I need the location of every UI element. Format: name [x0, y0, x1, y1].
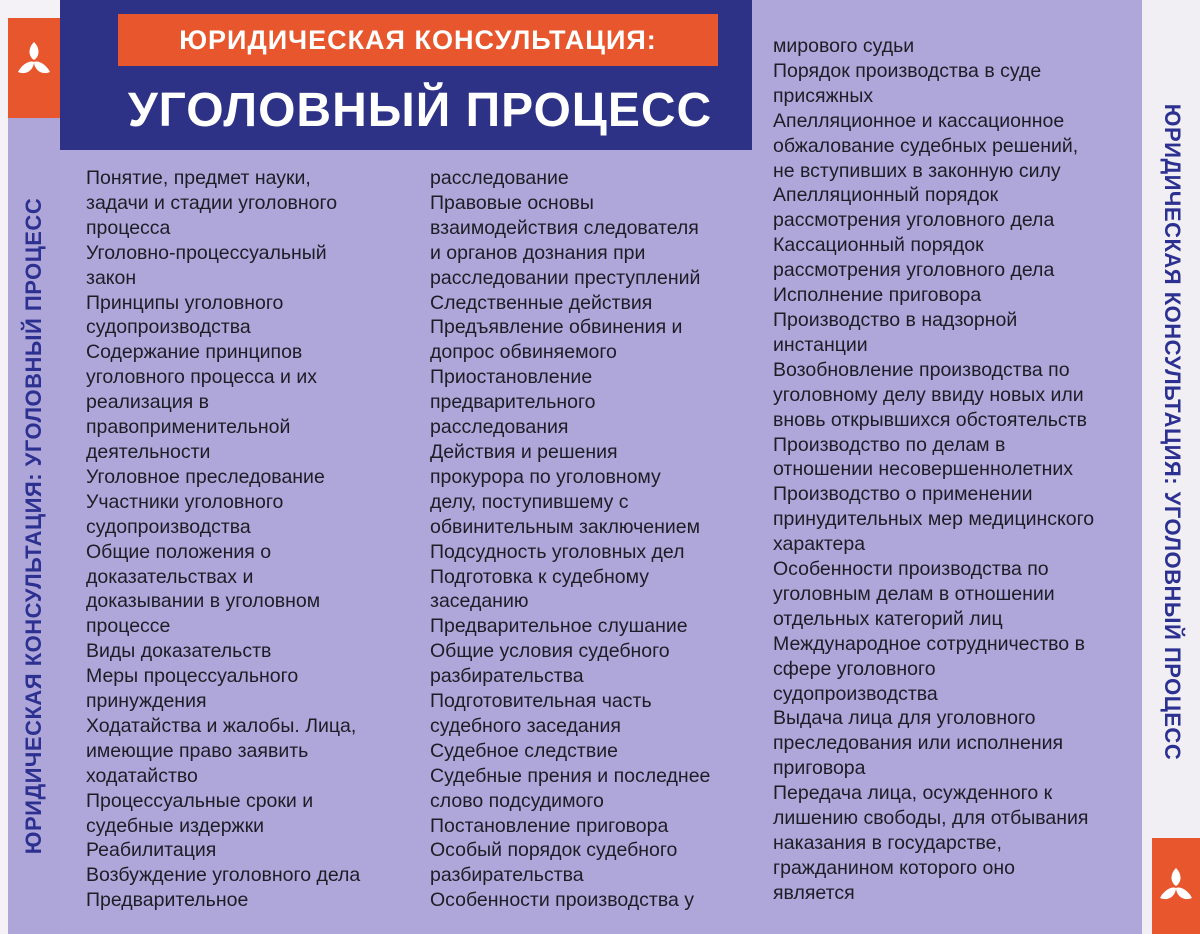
contents-line: инстанции	[773, 333, 868, 356]
contents-line: Принципы уголовного	[86, 291, 284, 314]
contents-line: Следственные действия	[430, 291, 653, 314]
contents-line: заседанию	[430, 590, 529, 613]
left-spine-title: ЮРИДИЧЕСКАЯ КОНСУЛЬТАЦИЯ: УГОЛОВНЫЙ ПРОЦЕСС	[21, 197, 46, 855]
contents-line: Возобновление производства по	[773, 358, 1070, 381]
contents-line: характера	[773, 533, 866, 556]
contents-line: Действия и решения	[430, 440, 618, 463]
contents-line: Реабилитация	[86, 839, 217, 862]
contents-line: Судебные прения и последнее	[430, 764, 711, 787]
page-title: УГОЛОВНЫЙ ПРОЦЕСС	[127, 84, 713, 137]
contents-line: реализация в	[86, 391, 209, 414]
contents-line: правоприменительной	[86, 416, 291, 439]
contents-line: рассмотрения уголовного дела	[773, 209, 1055, 232]
contents-line: отношении несовершеннолетних	[773, 458, 1074, 481]
contents-line: уголовному делу ввиду новых или	[773, 383, 1084, 406]
contents-line: деятельности	[86, 440, 211, 463]
contents-line: Апелляционный порядок	[773, 184, 999, 207]
contents-line: Производство по делам в	[773, 433, 1006, 456]
contents-line: сфере уголовного	[773, 657, 936, 680]
contents-line: обжалование судебных решений,	[773, 134, 1079, 157]
contents-line: задачи и стадии уголовного	[86, 191, 338, 214]
contents-line: судебные издержки	[86, 814, 265, 837]
contents-line: лишению свободы, для отбывания	[773, 807, 1089, 830]
contents-line: разбирательства	[430, 864, 584, 887]
contents-line: отдельных категорий лиц	[773, 607, 1003, 630]
contents-line: вновь открывшихся обстоятельств	[773, 408, 1087, 431]
contents-line: наказания в государстве,	[773, 832, 1002, 854]
contents-line: Порядок производства в суде	[773, 59, 1042, 82]
contents-line: Общие условия судебного	[430, 640, 670, 663]
contents-line: прокурора по уголовному	[430, 465, 661, 488]
contents-line: Особый порядок судебного	[430, 839, 678, 862]
contents-line: Апелляционное и кассационное	[773, 109, 1065, 132]
contents-line: Участники уголовного	[86, 490, 284, 513]
contents-column-2	[430, 166, 710, 913]
contents-line: Исполнение приговора	[773, 284, 982, 307]
contents-line: уголовного процесса и их	[86, 366, 317, 389]
contents-line: Подготовка к судебному	[430, 565, 650, 588]
trefoil-logo-icon	[16, 40, 52, 80]
contents-line: закон	[86, 266, 137, 289]
trefoil-logo-icon	[1158, 866, 1194, 906]
contents-line: Общие положения о	[86, 540, 272, 563]
contents-line: Предъявление обвинения и	[430, 316, 683, 339]
contents-line: судопроизводства	[86, 316, 251, 339]
contents-line: Особенности производства по	[773, 558, 1049, 581]
contents-line: Уголовное преследование	[86, 465, 325, 488]
contents-line: Приостановление	[430, 366, 593, 389]
contents-line: процесса	[86, 216, 171, 239]
contents-line: Предварительное	[86, 889, 249, 912]
contents-line: Меры процессуального	[86, 665, 299, 688]
contents-line: Понятие, предмет науки,	[86, 167, 311, 189]
contents-line: разбирательства	[430, 665, 584, 688]
contents-line: слово подсудимого	[430, 789, 604, 812]
contents-line: Передача лица, осужденного к	[773, 782, 1053, 805]
contents-column-1	[86, 166, 360, 913]
contents-line: мирового судьи	[773, 35, 915, 57]
contents-line: принуждения	[86, 690, 207, 713]
contents-line: взаимодействия следователя	[430, 216, 699, 239]
contents-line: Постановление приговора	[430, 814, 669, 837]
contents-line: Кассационный порядок	[773, 234, 984, 257]
contents-line: преследования или исполнения	[773, 732, 1064, 755]
contents-line: расследование	[430, 167, 569, 189]
contents-line: гражданином которого оно	[773, 856, 1015, 879]
contents-line: судопроизводства	[86, 515, 251, 538]
contents-line: расследования	[430, 416, 569, 439]
contents-line: судебного заседания	[430, 714, 621, 737]
right-spine-title: ЮРИДИЧЕСКАЯ КОНСУЛЬТАЦИЯ: УГОЛОВНЫЙ ПРОЦЕСС	[1160, 103, 1185, 761]
contents-line: допрос обвиняемого	[430, 341, 617, 364]
series-title: ЮРИДИЧЕСКАЯ КОНСУЛЬТАЦИЯ:	[179, 25, 657, 55]
contents-line: Возбуждение уголовного дела	[86, 864, 361, 887]
contents-line: ходатайство	[86, 764, 198, 787]
contents-line: принудительных мер медицинского	[773, 508, 1095, 531]
contents-line: уголовным делам в отношении	[773, 582, 1055, 605]
contents-line: Уголовно-процессуальный	[86, 241, 327, 264]
contents-line: Производство о применении	[773, 483, 1033, 506]
contents-line: присяжных	[773, 84, 874, 107]
contents-line: предварительного	[430, 391, 596, 414]
contents-line: доказывании в уголовном	[86, 590, 321, 613]
contents-line: судопроизводства	[773, 682, 938, 705]
contents-line: обвинительным заключением	[430, 515, 701, 538]
contents-line: Виды доказательств	[86, 640, 272, 663]
contents-line: Выдача лица для уголовного	[773, 707, 1036, 730]
contents-line: Содержание принципов	[86, 341, 303, 364]
contents-line: Правовые основы	[430, 191, 594, 214]
contents-line: является	[773, 881, 855, 904]
contents-line: Производство в надзорной	[773, 308, 1018, 331]
contents-line: Международное сотрудничество в	[773, 632, 1085, 655]
contents-column-3	[773, 34, 1094, 906]
contents-line: рассмотрения уголовного дела	[773, 259, 1055, 282]
contents-line: Процессуальные сроки и	[86, 789, 314, 812]
contents-line: и органов дознания при	[430, 241, 646, 264]
contents-line: Особенности производства у	[430, 889, 695, 912]
contents-line: процессе	[86, 615, 171, 638]
contents-line: имеющие право заявить	[86, 739, 309, 762]
contents-line: доказательствах и	[86, 565, 254, 588]
contents-line: приговора	[773, 757, 866, 780]
contents-line: Ходатайства и жалобы. Лица,	[86, 714, 357, 737]
contents-line: не вступивших в законную силу	[773, 159, 1061, 182]
contents-line: Судебное следствие	[430, 739, 618, 762]
contents-line: Предварительное слушание	[430, 615, 688, 638]
contents-line: делу, поступившему с	[430, 490, 629, 513]
contents-line: Подготовительная часть	[430, 690, 652, 713]
contents-line: Подсудность уголовных дел	[430, 540, 685, 563]
contents-line: расследовании преступлений	[430, 266, 701, 289]
